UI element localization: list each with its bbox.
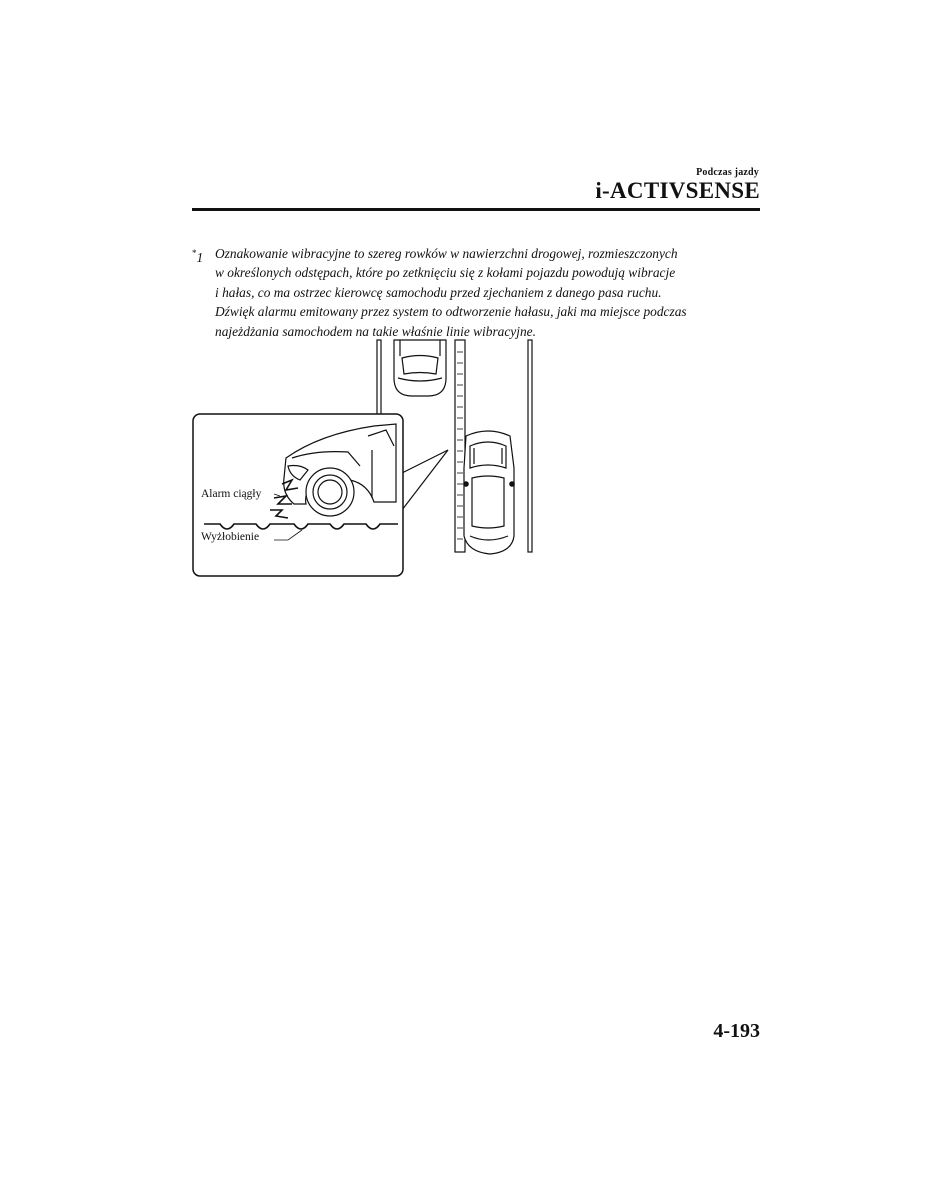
car-ahead bbox=[394, 340, 446, 396]
left-road-edge bbox=[377, 340, 381, 416]
own-car bbox=[464, 431, 514, 554]
footnote bbox=[192, 244, 762, 341]
header-rule bbox=[192, 208, 760, 211]
footnote-line: w określonych odstępach, które po zetknięciu się z kołami pojazdu powodują wibracje bbox=[215, 265, 676, 281]
groove-label: Wyżłobienie bbox=[201, 531, 260, 543]
callout-pointer bbox=[402, 450, 448, 510]
right-road-edge bbox=[528, 340, 532, 552]
footnote-line: i hałas, co ma ostrzec kierowcę samochodu przed zjechaniem z danego pasa ruchu. bbox=[215, 284, 662, 300]
footnote-line: najeżdżania samochodem na takie właśnie linie wibracyjne. bbox=[215, 323, 536, 339]
footnote-line: Oznakowanie wibracyjne to szereg rowków w nawierzchni drogowej, rozmieszczonych bbox=[215, 246, 678, 261]
footnote-marker bbox=[192, 244, 203, 267]
section-label: Podczas jazdy bbox=[696, 167, 759, 178]
rumble-strip-illustration bbox=[190, 338, 550, 580]
rumble-strip-figure bbox=[190, 338, 550, 580]
alarm-label: Alarm ciągły bbox=[201, 488, 262, 500]
chapter-title: i-ACTIVSENSE bbox=[595, 178, 760, 203]
page-number: 4-193 bbox=[713, 1020, 760, 1042]
footnote-text bbox=[215, 244, 762, 341]
footnote-asterisk: * bbox=[192, 248, 197, 258]
footnote-line: Dźwięk alarmu emitowany przez system to odtworzenie hałasu, jaki ma miejsce podczas bbox=[215, 304, 687, 320]
footnote-number: 1 bbox=[196, 250, 204, 265]
